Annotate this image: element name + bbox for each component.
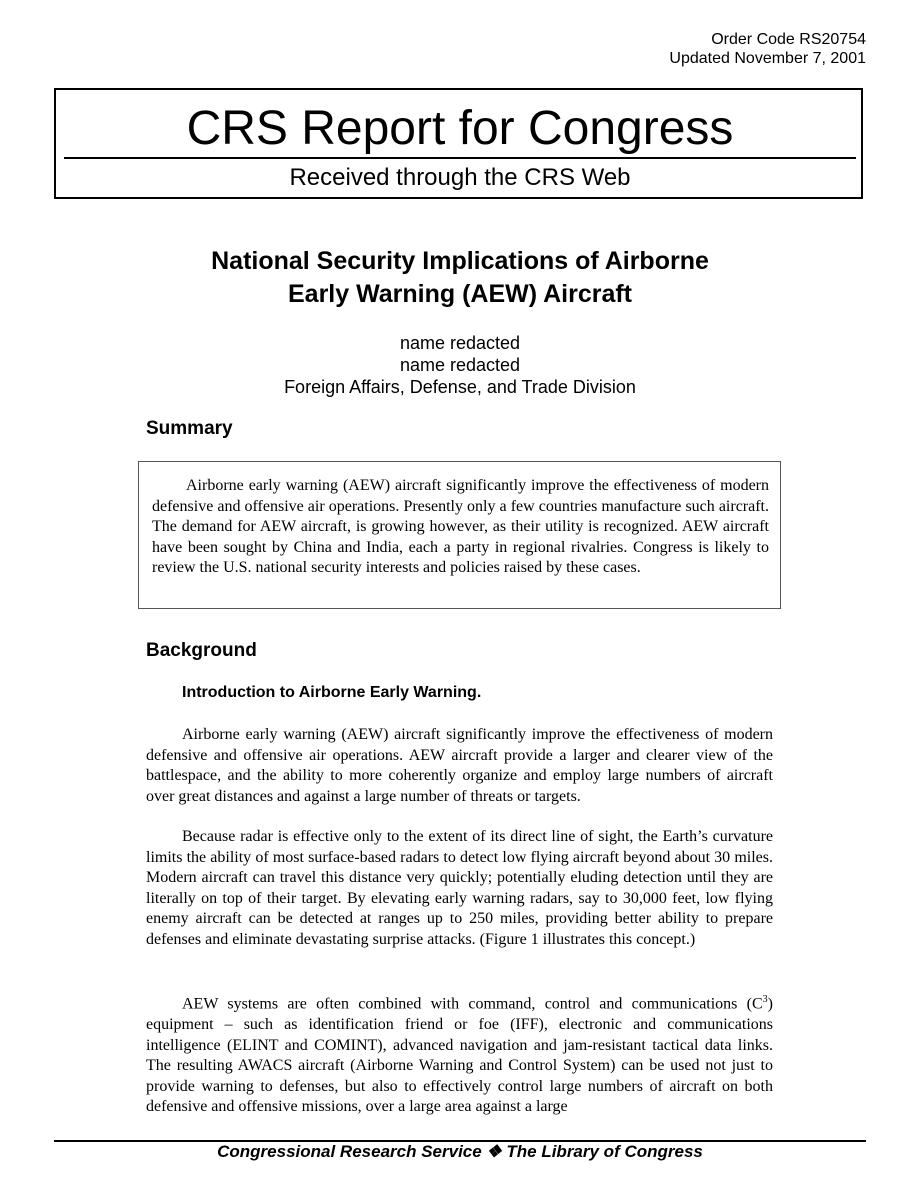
author-block — [0, 332, 920, 398]
banner-subtitle: Received through the CRS Web — [289, 164, 631, 191]
report-title-line2: Early Warning (AEW) Aircraft — [287, 280, 633, 308]
background-paragraph-3-block — [146, 990, 773, 1118]
intro-subheading: Introduction to Airborne Early Warning. — [182, 684, 482, 701]
report-title-line1: National Security Implications of Airborne — [211, 247, 709, 275]
author-name-1: name redacted — [399, 333, 521, 353]
background-paragraph-2: Because radar is effective only to the extent of its direct line of sight, the Earth’s curvature limits the ability of most surface-based radars to detect low flying aircraft beyond about 30 miles. Modern aircraft can travel this distance very quickly; potentially eluding detection until they are literally on top of their target. By elevating early warning radars, say to 30,000 feet, low flying enemy aircraft can be detected at ranges up to 250 miles, providing better ability to prepare defenses and eliminate devastating surprise attacks. (Figure 1 illustrates this concept.) — [146, 828, 773, 948]
superscript-3: 3 — [762, 994, 768, 1005]
division-name: Foreign Affairs, Defense, and Trade Division — [284, 377, 636, 397]
order-code: Order Code RS20754 — [711, 31, 866, 48]
report-title — [0, 245, 920, 311]
banner-divider — [64, 157, 856, 159]
background-heading: Background — [146, 640, 257, 661]
summary-text: Airborne early warning (AEW) aircraft significantly improve the effectiveness of modern defensive and offensive air operations. Presently only a few countries manufacture such aircraft. The demand for AEW aircraft, is growing however, as their utility is recognized. AEW aircraft have been sought by China and India, each a party in regional rivalries. Congress is likely to review the U.S. national security interests and policies raised by these cases. — [152, 477, 769, 576]
background-paragraph-1-block — [146, 725, 773, 807]
updated-date: Updated November 7, 2001 — [669, 50, 866, 67]
footer-text: Congressional Research Service ❖ The Library of Congress — [217, 1142, 703, 1161]
background-paragraph-2-block — [146, 827, 773, 951]
background-paragraph-3 — [146, 990, 773, 1118]
paragraph-3-rest: ) equipment – such as identification friend or foe (IFF), electronic and communications intelligence (ELINT and COMINT), advanced navigation and jam-resistant tactical data links. The resulting AWACS aircraft (Airborne Warning and Control System) can be used not just to provide warning to defenses, but also to effectively control large numbers of aircraft on both defensive and offensive missions, over a large area against a large — [146, 995, 773, 1116]
author-name-2: name redacted — [399, 355, 521, 375]
summary-box — [138, 461, 781, 609]
paragraph-3-start: AEW systems are often combined with command, control and communications (C — [182, 995, 763, 1013]
order-code-block — [669, 30, 866, 68]
banner-title: CRS Report for Congress — [186, 102, 734, 155]
summary-heading: Summary — [146, 418, 233, 439]
background-paragraph-1: Airborne early warning (AEW) aircraft significantly improve the effectiveness of modern defensive and offensive air operations. AEW aircraft provide a larger and clearer view of the battlespace, and the ability to more coherently organize and employ large numbers of aircraft over great distances and against a large number of threats or targets. — [146, 726, 773, 805]
